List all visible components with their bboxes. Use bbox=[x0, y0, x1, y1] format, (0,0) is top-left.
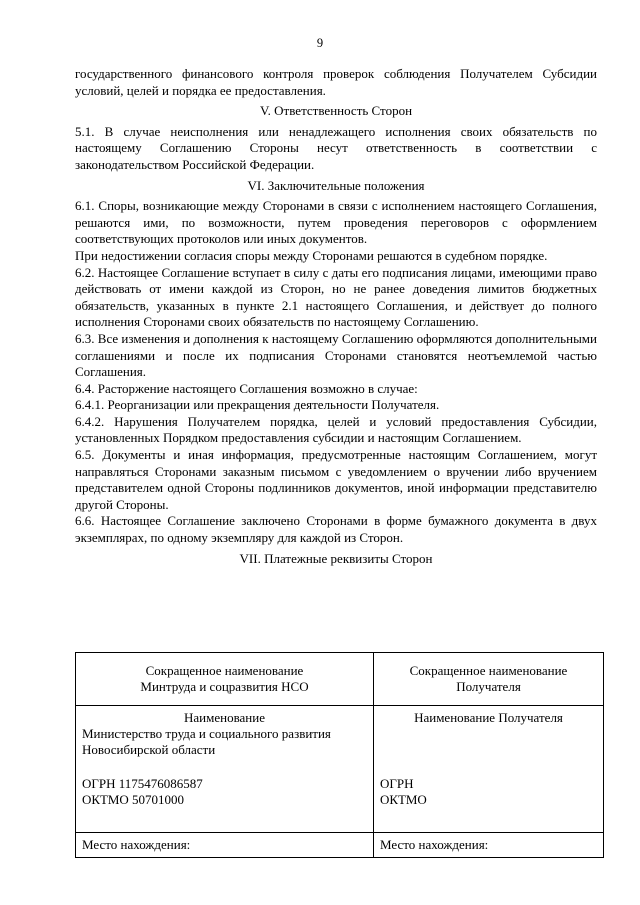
document-body bbox=[75, 66, 597, 571]
paragraph-6-4-1: 6.4.1. Реорганизации или прекращения деятельности Получателя. bbox=[75, 397, 440, 413]
name-left-label: Наименование bbox=[184, 710, 265, 725]
table-cell-location-right bbox=[374, 833, 604, 858]
paragraph-6-5: 6.5. Документы и иная информация, предусмотренные настоящим Соглашением, могут направляться Сторонами заказным письмом с уведомлением о вручении либо вручением представителем одной Стороны подлинников документов, иной информации представителю другой Стороны. bbox=[75, 447, 597, 512]
paragraph-6-1-b: При недостижении согласия споры между Сторонами решаются в судебном порядке. bbox=[75, 247, 548, 263]
location-left: Место нахождения: bbox=[82, 837, 191, 852]
paragraph-6-1: 6.1. Споры, возникающие между Сторонами в связи с исполнением настоящего Соглашения, решаются ими, по возможности, путем проведения переговоров с оформлением соответствующих протоколов или иных документов. bbox=[75, 198, 597, 247]
name-left-value: Министерство труда и социального развития Новосибирской области bbox=[82, 726, 331, 757]
oktmo-right: ОКТМО bbox=[380, 792, 427, 807]
section-7-title: VII. Платежные реквизиты Сторон bbox=[239, 550, 433, 566]
paragraph-6-6: 6.6. Настоящее Соглашение заключено Сторонами в форме бумажного документа в двух экземплярах, по одному экземпляру для каждой из Сторон. bbox=[75, 513, 597, 546]
section-6-title: VI. Заключительные положения bbox=[247, 177, 425, 193]
table-cell-left-details bbox=[76, 706, 374, 833]
paragraph-6-2: 6.2. Настоящее Соглашение вступает в силу с даты его подписания лицами, имеющими право действовать от имени каждой из Сторон, но не ранее доведения лимитов бюджетных обязательств, указанных в пункте 2.1 настоящего Соглашения, и действует до полного исполнения Сторонами своих обязательств по настоящему Соглашению. bbox=[75, 264, 597, 330]
ogrn-right: ОГРН bbox=[380, 776, 414, 791]
table-cell-right-details bbox=[374, 706, 604, 833]
paragraph-5-1: 5.1. В случае неисполнения или ненадлежащего исполнения своих обязательств по настоящему Соглашению Стороны несут ответственность в соответствии с законодательством Российской Федерации. bbox=[75, 123, 597, 172]
name-right-label: Наименование Получателя bbox=[414, 710, 563, 725]
paragraph-continuation: государственного финансового контроля проверок соблюдения Получателем Субсидии условий, целей и порядка ее предоставления. bbox=[75, 66, 597, 98]
table-head-left bbox=[76, 653, 374, 706]
head-left-line-1: Сокращенное наименование bbox=[145, 663, 304, 678]
paragraph-6-4: 6.4. Расторжение настоящего Соглашения возможно в случае: bbox=[75, 380, 418, 396]
ogrn-left: ОГРН 1175476086587 bbox=[82, 776, 203, 791]
table-head-right bbox=[374, 653, 604, 706]
location-right: Место нахождения: bbox=[380, 837, 489, 852]
oktmo-left: ОКТМО 50701000 bbox=[82, 792, 185, 807]
head-right-line-1: Сокращенное наименование bbox=[409, 663, 568, 678]
table-row bbox=[76, 833, 604, 858]
table-row bbox=[76, 653, 604, 706]
head-left-line-2: Минтруда и соцразвития НСО bbox=[140, 679, 309, 694]
table-cell-location-left bbox=[76, 833, 374, 858]
section-5-title: V. Ответственность Сторон bbox=[259, 103, 413, 119]
page-number: 9 bbox=[316, 36, 324, 50]
table-row bbox=[76, 706, 604, 833]
head-right-line-2: Получателя bbox=[456, 679, 521, 694]
paragraph-6-3: 6.3. Все изменения и дополнения к настоящему Соглашению оформляются дополнительными соглашениями и после их подписания Сторонами становятся неотъемлемой частью Соглашения. bbox=[75, 330, 597, 380]
payment-details-table bbox=[75, 652, 604, 858]
paragraph-6-4-2: 6.4.2. Нарушения Получателем порядка, целей и условий предоставления Субсидии, установленных Порядком предоставления субсидии и настоящим Соглашением. bbox=[75, 413, 597, 446]
